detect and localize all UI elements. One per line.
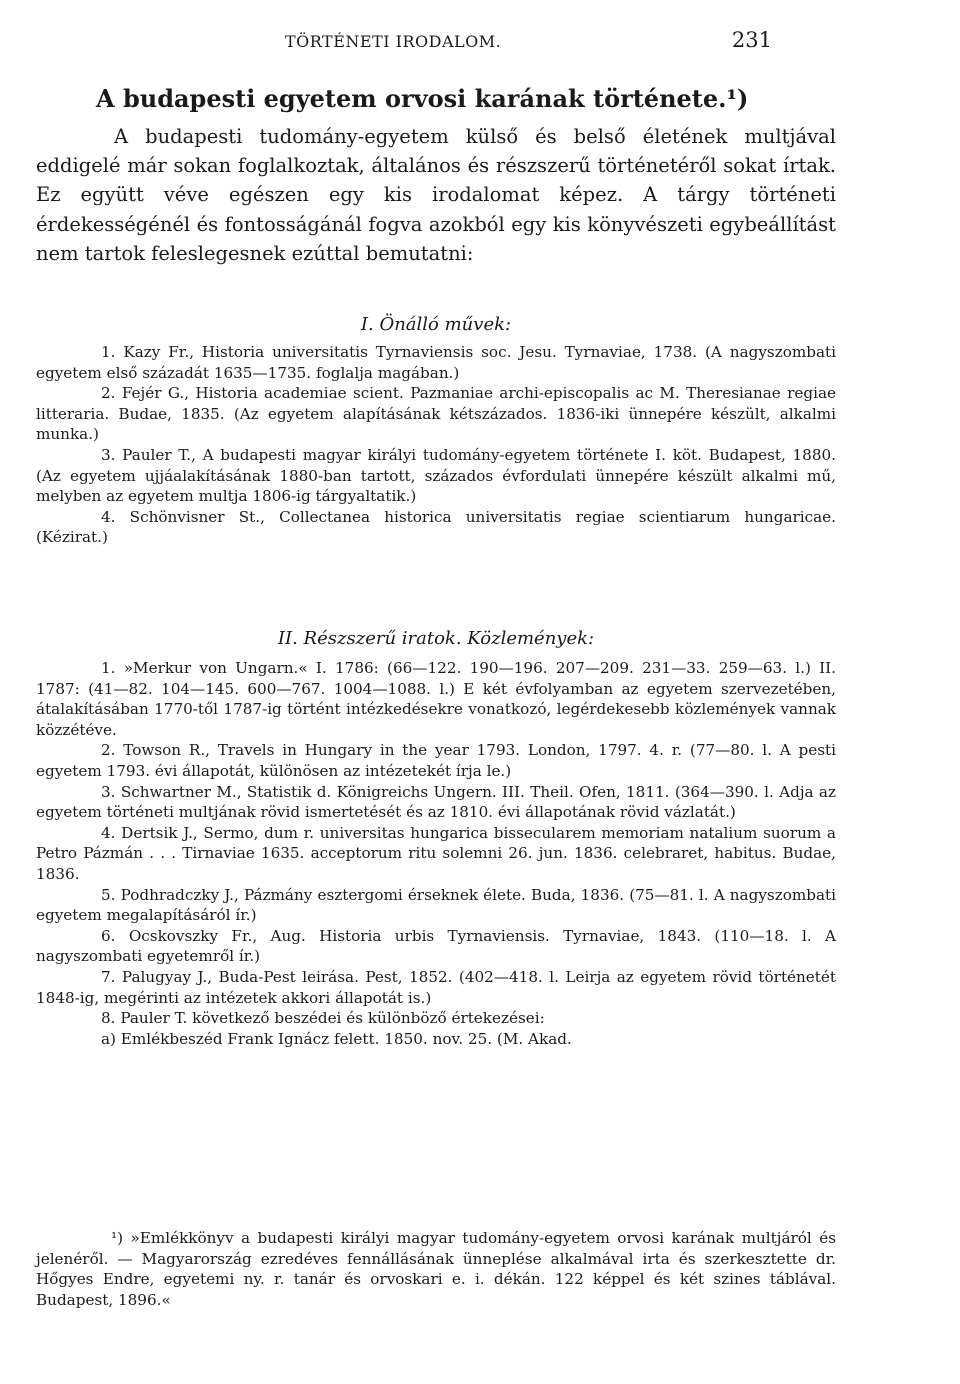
list-item: 8. Pauler T. következő beszédei és különböző értekezései:: [101, 1009, 545, 1028]
intro-paragraph: A budapesti tudomány-egyetem külső és belső életének multjával eddigelé már sokan foglalkoztak, általános és részszerű történetéről sokat írtak. Ez együtt véve egészen egy kis irodalomat képez. A tárgy történeti érdekességénél és fontosságánál fogva azokból egy kis könyvészeti egybeállítást nem tartok feleslegesnek ezúttal bemutatni:: [36, 125, 836, 265]
article-title: A budapesti egyetem orvosi karának története.¹): [96, 84, 749, 113]
independent-works-list: [36, 342, 836, 548]
list-item: 2. Towson R., Travels in Hungary in the year 1793. London, 1797. 4. r. (77—80. l. A pesti egyetem 1793. évi állapotát, különösen az intézetekét írja le.): [36, 741, 836, 780]
list-item: a) Emlékbeszéd Frank Ignácz felett. 1850. nov. 25. (M. Akad.: [101, 1029, 572, 1048]
list-item: 3. Pauler T., A budapesti magyar királyi tudomány-egyetem története I. köt. Budapest, 1880. (Az egyetem ujjáalakításának 1880-ban tartott, százados évfordulati ünnepére készült alkalmi mű, melyben az egyetem multja 1806-ig tárgyaltatik.): [36, 445, 836, 506]
list-item: 6. Ocskovszky Fr., Aug. Historia urbis Tyrnaviensis. Tyrnaviae, 1843. (110—18. l. A nagyszombati egyetemről ír.): [36, 926, 836, 966]
page-header: [0, 28, 960, 58]
list-item: 4. Schönvisner St., Collectanea historica universitatis regiae scientiarum hungaricae. (Kézirat.): [36, 507, 836, 547]
list-item: 7. Palugyay J., Buda-Pest leirása. Pest, 1852. (402—418. l. Leirja az egyetem rövid történetét 1848-ig, megérinti az intézetek akkori állapotát is.): [36, 967, 836, 1007]
list-item: 1. »Merkur von Ungarn.« I. 1786: (66—122. 190—196. 207—209. 231—33. 259—63. l.) II. 1787: (41—82. 104—145. 600—767. 1004—1088. l.) E két évfolyamban az egyetem szervezetében, átalakításában 1770-től 1787-ig történt intézkedésekre vonatkozó, legérdekesebb közlemények vannak közzétéve.: [36, 659, 836, 739]
running-head: TÖRTÉNETI IRODALOM.: [285, 32, 502, 51]
section-heading-partial-writings: II. Részszerű iratok. Közlemények:: [277, 628, 595, 649]
list-item: 4. Dertsik J., Sermo, dum r. universitas hungarica bissecularem memoriam natalium suorum a Petro Pázmán . . . Tirnaviae 1635. acceptorum ritu solemni 26. jun. 1836. celebraret, habitus. Budae, 1836.: [36, 823, 836, 883]
list-item: 3. Schwartner M., Statistik d. Königreichs Ungern. III. Theil. Ofen, 1811. (364—390. l. Adja az egyetem történeti multjának rövid ismertetését és az 1810. évi állapotának rövid vázlatát.): [36, 782, 836, 822]
list-item: 5. Podhradczky J., Pázmány esztergomi érseknek élete. Buda, 1836. (75—81. l. A nagyszombati egyetem megalapításáról ír.): [36, 885, 836, 925]
list-item: 1. Kazy Fr., Historia universitatis Tyrnaviensis soc. Jesu. Tyrnaviae, 1738. (A nagyszombati egyetem első századát 1635—1735. foglalja magában.): [36, 343, 836, 382]
page-number: 231: [731, 28, 772, 52]
list-item: 2. Fejér G., Historia academiae scient. Pazmaniae archi-episcopalis ac M. Theresianae regiae litteraria. Budae, 1835. (Az egyetem alapításának kétszázados. 1836-iki ünnepére készült, alkalmi munka.): [36, 384, 836, 444]
footnote: ¹) »Emlékkönyv a budapesti királyi magyar tudomány-egyetem orvosi karának multjáról és jelenéről. — Magyarország ezredéves fennállásának ünneplése alkalmával irta és szerkesztette dr. Hőgyes Endre, egyetemi ny. r. tanár és orvoskari e. i. dékán. 122 képpel és két szines táblával. Budapest, 1896.«: [36, 1229, 836, 1309]
section-heading-independent-works: I. Önálló művek:: [360, 314, 512, 335]
partial-writings-list: [36, 658, 836, 1049]
